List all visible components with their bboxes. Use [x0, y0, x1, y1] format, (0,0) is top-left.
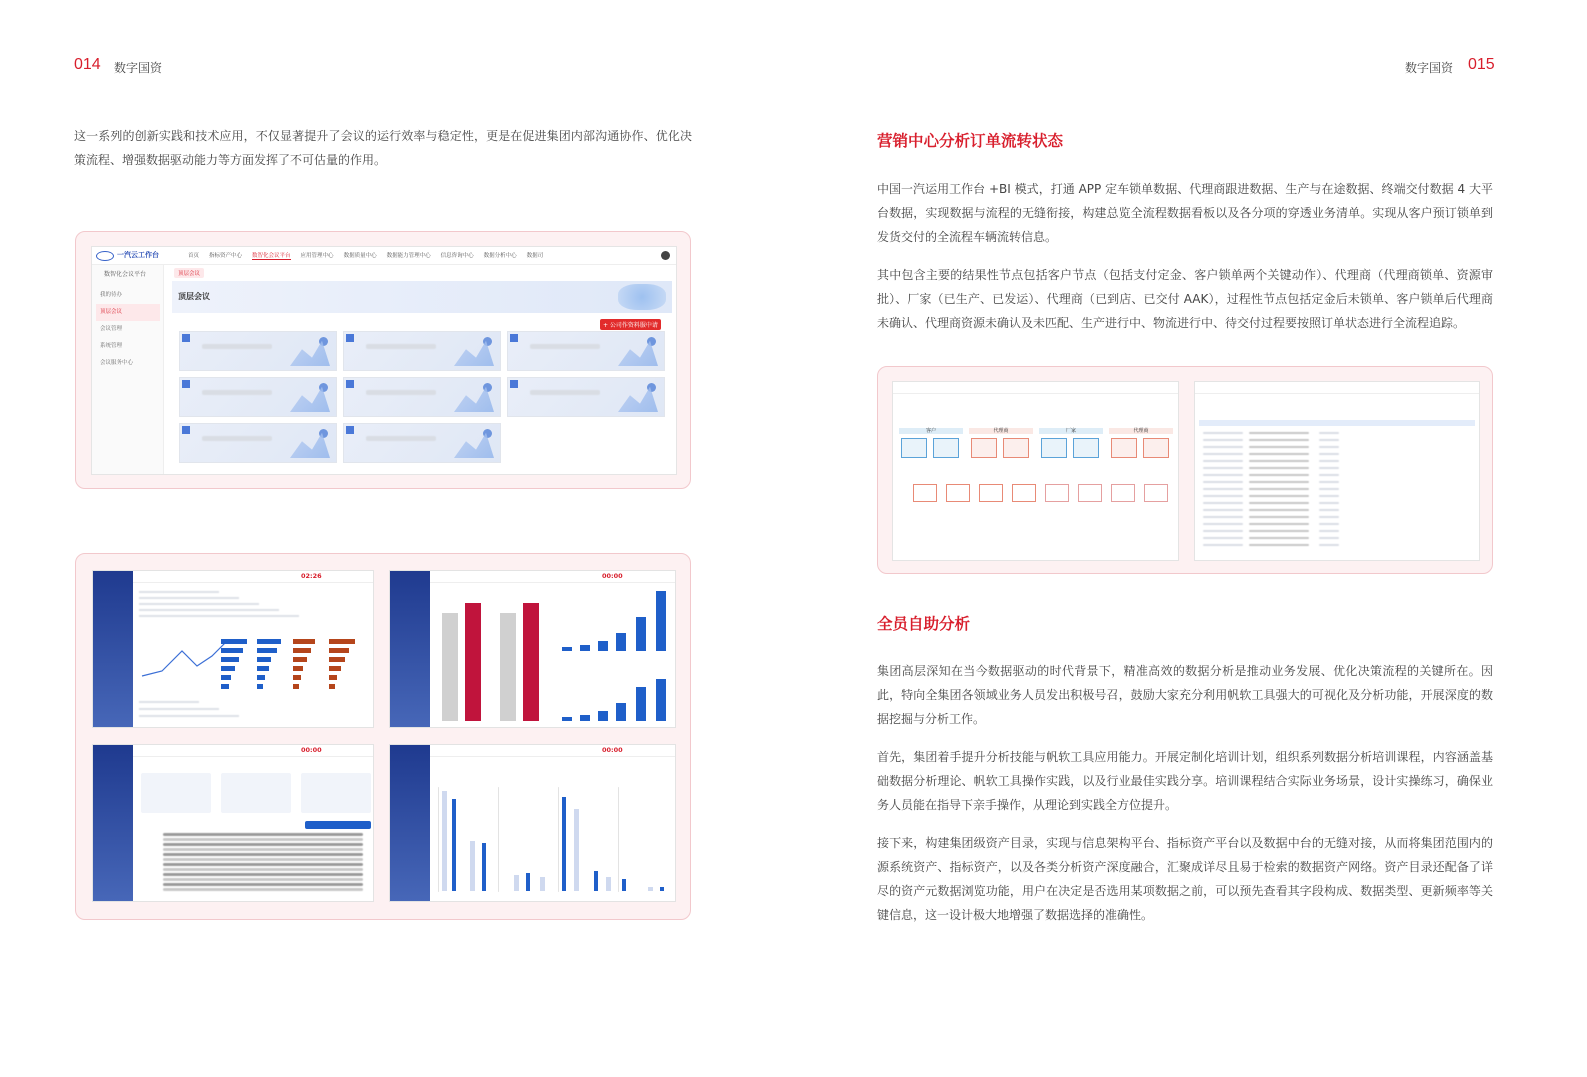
flow-sub-node[interactable] — [979, 484, 1003, 502]
text-placeholder — [139, 597, 239, 599]
tile-marker-icon — [182, 380, 190, 388]
bar — [622, 879, 626, 891]
flow-group-header: 客户 — [899, 428, 963, 434]
section1-heading: 营销中心分析订单流转状态 — [877, 132, 1064, 150]
table-cell — [1203, 502, 1243, 504]
flow-node[interactable] — [933, 438, 959, 458]
table-cell — [1249, 509, 1309, 511]
table-cell — [1203, 481, 1243, 483]
tile-title-placeholder — [366, 344, 436, 349]
bar — [257, 684, 263, 689]
dashboard-a — [92, 570, 374, 728]
bar — [660, 887, 664, 891]
bar — [648, 887, 653, 891]
left-running-title: 数字国资 — [114, 61, 163, 75]
table-cell — [1203, 530, 1243, 532]
table-cell — [1203, 446, 1243, 448]
tile-marker-icon — [346, 380, 354, 388]
table-row — [163, 853, 363, 856]
text-placeholder — [139, 603, 259, 605]
table-row — [163, 858, 363, 861]
user-avatar[interactable] — [661, 251, 670, 260]
meeting-tile[interactable] — [507, 331, 665, 371]
table-row — [163, 888, 363, 891]
tab-bar[interactable] — [305, 821, 371, 829]
table-cell — [1203, 467, 1243, 469]
tile-title-placeholder — [202, 344, 272, 349]
flow-node[interactable] — [1003, 438, 1029, 458]
table-cell — [1203, 537, 1243, 539]
dashboard-a-header — [133, 571, 373, 583]
table-cell — [1203, 432, 1243, 434]
section2-paragraph-1: 集团高层深知在当今数据驱动的时代背景下，精准高效的数据分析是推动业务发展、优化决策流程的关键所在。因此，特向全集团各领域业务人员发出积极号召，鼓励大家充分利用帆软工具强大的可视化及分析功能，开展深度的数据挖掘与分析工作。 — [877, 664, 1493, 726]
table-cell — [1249, 488, 1309, 490]
flow-sub-node[interactable] — [1078, 484, 1102, 502]
flow-node[interactable] — [1041, 438, 1067, 458]
dashboard-b — [389, 570, 676, 728]
table-cell — [1249, 544, 1309, 546]
apply-button[interactable]: + 公司作资料服中请 — [600, 319, 661, 330]
bar — [293, 684, 299, 689]
divider — [498, 787, 499, 892]
table-cell — [1319, 481, 1339, 483]
bar — [574, 809, 579, 891]
bar — [523, 603, 539, 721]
text-placeholder — [139, 591, 219, 593]
bar — [257, 666, 269, 671]
bar — [540, 877, 545, 891]
tile-title-placeholder — [202, 390, 272, 395]
bar — [329, 639, 355, 644]
mini-chart-card — [301, 773, 371, 813]
table-cell — [1203, 439, 1243, 441]
bar — [598, 641, 608, 651]
bar — [221, 666, 235, 671]
bar — [562, 717, 572, 721]
flow-node[interactable] — [971, 438, 997, 458]
table-cell — [1319, 537, 1339, 539]
meeting-platform-screenshot — [91, 246, 677, 475]
sidebar — [92, 265, 164, 474]
bar — [293, 666, 303, 671]
bar — [257, 648, 277, 653]
order-flow-screenshot-frame — [877, 366, 1493, 574]
dashboards-screenshot-frame — [75, 553, 691, 920]
tile-title-placeholder — [202, 436, 272, 441]
bar — [329, 675, 337, 680]
tile-title-placeholder — [530, 390, 600, 395]
text-placeholder — [139, 708, 219, 710]
table-cell — [1249, 495, 1309, 497]
divider — [618, 787, 619, 892]
table-header — [1195, 382, 1479, 394]
nav-item[interactable]: 数据能力管理中心 — [386, 253, 431, 259]
nav-menu — [188, 251, 543, 260]
meeting-tile[interactable] — [179, 331, 337, 371]
table-cell — [1319, 432, 1339, 434]
bar — [606, 877, 611, 891]
bar — [221, 648, 243, 653]
table-cell — [1319, 516, 1339, 518]
table-cell — [1319, 488, 1339, 490]
table-cell — [1319, 446, 1339, 448]
table-cell — [1249, 460, 1309, 462]
flow-node[interactable] — [901, 438, 927, 458]
table-cell — [1203, 495, 1243, 497]
table-cell — [1249, 439, 1309, 441]
table-cell — [1249, 516, 1309, 518]
bar — [656, 591, 666, 651]
section2-paragraph-3: 接下来，构建集团级资产目录，实现与信息架构平台、指标资产平台以及数据中台的无缝对接，从而将集团范围内的源系统资产、指标资产，以及各类分析资产深度融合，汇聚成详尽且易于检索的数据资产网络。资产目录还配备了详尽的资产元数据浏览功能，用户在决定是否选用某项数据之前，可以预先查看其字段构成、数据类型、更新频率等关键信息，这一设计极大地增强了数据选择的准确性。 — [877, 836, 1493, 922]
logo-icon — [96, 251, 114, 261]
order-flow-board — [892, 381, 1179, 561]
tile-marker-icon — [510, 334, 518, 342]
meeting-platform-screenshot-frame — [75, 231, 691, 489]
table-cell — [1249, 467, 1309, 469]
flow-node[interactable] — [1143, 438, 1169, 458]
bar — [329, 648, 349, 653]
table-cell — [1319, 439, 1339, 441]
table-cell — [1249, 502, 1309, 504]
table-row — [163, 883, 363, 886]
bar — [442, 613, 458, 721]
meeting-tile[interactable] — [343, 377, 501, 417]
flow-sub-node[interactable] — [913, 484, 937, 502]
table-cell — [1249, 481, 1309, 483]
bar — [452, 799, 456, 891]
table-row — [163, 848, 363, 851]
flow-group-header: 代理商 — [969, 428, 1033, 434]
bar — [293, 675, 301, 680]
tile-title-placeholder — [366, 390, 436, 395]
meeting-tile[interactable] — [343, 331, 501, 371]
table-cell — [1203, 488, 1243, 490]
nav-item[interactable]: 应用管理中心 — [300, 253, 334, 259]
tile-marker-icon — [182, 426, 190, 434]
divider — [558, 787, 559, 892]
nav-item[interactable]: 数据分析中心 — [483, 253, 517, 259]
bar — [329, 657, 345, 662]
bar — [470, 841, 475, 891]
dashboard-c-sidebar — [93, 745, 133, 901]
dashboard-d-header — [430, 745, 675, 757]
logo-text: 一汽云工作台 — [117, 251, 159, 259]
bar — [482, 843, 486, 891]
table-row — [163, 878, 363, 881]
nav-item[interactable]: 数据质量中心 — [343, 253, 377, 259]
sidebar-title: 数智化会议平台 — [104, 271, 147, 278]
dashboard-c-header — [133, 745, 373, 757]
bar — [221, 684, 229, 689]
meeting-tile[interactable] — [179, 423, 337, 463]
table-cell — [1319, 509, 1339, 511]
left-page-number: 014 — [74, 56, 101, 73]
table-cell — [1249, 453, 1309, 455]
table-cell — [1319, 460, 1339, 462]
nav-item[interactable]: 首页 — [188, 253, 200, 259]
table-row — [163, 873, 363, 876]
left-intro-paragraph: 这一系列的创新实践和技术应用，不仅显著提升了会议的运行效率与稳定性，更是在促进集团内部沟通协作、优化决策流程、增强数据驱动能力等方面发挥了不可估量的作用。 — [74, 129, 692, 167]
nav-item[interactable]: 指标资产中心 — [209, 253, 243, 259]
meeting-tile[interactable] — [343, 423, 501, 463]
bar — [329, 684, 335, 689]
bar — [656, 679, 666, 721]
table-cell — [1203, 460, 1243, 462]
flow-group-header: 代理商 — [1109, 428, 1173, 434]
line-series — [142, 641, 227, 676]
tile-marker-icon — [346, 426, 354, 434]
table-cell — [1203, 523, 1243, 525]
mini-chart-card — [221, 773, 291, 813]
bar — [562, 647, 572, 651]
bar — [594, 871, 598, 891]
dashboard-b-time: 00:00 — [602, 572, 623, 580]
flow-node[interactable] — [1073, 438, 1099, 458]
flow-sub-node[interactable] — [1144, 484, 1168, 502]
bar — [257, 657, 271, 662]
text-placeholder — [139, 715, 239, 717]
flow-sub-node[interactable] — [1111, 484, 1135, 502]
flow-node[interactable] — [1111, 438, 1137, 458]
sidebar-item[interactable]: 会议管理 — [100, 326, 123, 332]
nav-item[interactable]: 数据司 — [526, 253, 544, 259]
bar — [221, 657, 239, 662]
flow-group-header: 厂家 — [1039, 428, 1103, 434]
sidebar-menu — [96, 287, 160, 372]
tile-title-placeholder — [530, 344, 600, 349]
table-column-headers — [1199, 420, 1475, 426]
table-cell — [1249, 537, 1309, 539]
tile-marker-icon — [510, 380, 518, 388]
bar — [329, 666, 341, 671]
top-nav-bar — [92, 247, 676, 265]
table-cell — [1203, 509, 1243, 511]
table-cell — [1249, 530, 1309, 532]
table-row — [163, 838, 363, 841]
board-header — [893, 382, 1178, 394]
table-cell — [1319, 544, 1339, 546]
table-cell — [1319, 523, 1339, 525]
bar — [616, 703, 626, 721]
table-cell — [1319, 453, 1339, 455]
bar — [442, 791, 447, 891]
dashboard-b-sidebar — [390, 571, 430, 727]
text-placeholder — [139, 609, 279, 611]
dashboard-d-sidebar — [390, 745, 430, 901]
bar — [221, 639, 247, 644]
sidebar-item[interactable]: 系统管理 — [100, 343, 123, 349]
dashboard-c — [92, 744, 374, 902]
banner — [172, 281, 672, 313]
bar — [580, 715, 590, 721]
bar — [257, 639, 281, 644]
tile-title-placeholder — [366, 436, 436, 441]
flow-sub-node[interactable] — [1012, 484, 1036, 502]
section1-paragraph-2: 其中包含主要的结果性节点包括客户节点（包括支付定金、客户锁单两个关键动作）、代理商（代理商锁单、资源审批）、厂家（已生产、已发运）、代理商（已到店、已交付 AAK），过程性节点包括定金后未锁单、客户锁单后代理商未确认、代理商资源未确认及未匹配、生产进行中、物流进行中、待交付过程要按照订单状态进行全流程追踪。 — [877, 268, 1493, 330]
tile-marker-icon — [346, 334, 354, 342]
bar — [257, 675, 265, 680]
bar — [526, 873, 530, 891]
meeting-tile[interactable] — [507, 377, 665, 417]
nav-item[interactable]: 数智化会议平台 — [252, 253, 291, 259]
table-cell — [1319, 474, 1339, 476]
table-row — [163, 833, 363, 836]
table-cell — [1249, 523, 1309, 525]
table-cell — [1249, 446, 1309, 448]
divider — [438, 787, 439, 892]
bar — [293, 648, 311, 653]
banner-illustration — [618, 284, 666, 310]
table-cell — [1203, 544, 1243, 546]
bar — [465, 603, 481, 721]
bar — [293, 657, 307, 662]
bar — [562, 797, 566, 891]
table-cell — [1203, 474, 1243, 476]
table-cell — [1319, 467, 1339, 469]
sidebar-item[interactable]: 我的待办 — [100, 292, 123, 298]
bar — [636, 617, 646, 651]
bar — [293, 639, 315, 644]
tab-top-meeting[interactable]: 顶层会议 — [174, 268, 204, 278]
table-cell — [1203, 453, 1243, 455]
bar — [616, 633, 626, 651]
mini-chart-card — [141, 773, 211, 813]
bar — [636, 687, 646, 721]
table-cell — [1249, 432, 1309, 434]
table-row — [163, 868, 363, 871]
order-detail-table — [1194, 381, 1480, 561]
table-cell — [1203, 516, 1243, 518]
dashboard-c-time: 00:00 — [301, 746, 322, 754]
section2-paragraph-2: 首先，集团着手提升分析技能与帆软工具应用能力。开展定制化培训计划，组织系列数据分析培训课程，内容涵盖基础数据分析理论、帆软工具操作实践，以及行业最佳实践分享。培训课程结合实际业务场景，设计实操练习，确保业务人员能在指导下亲手操作，从理论到实践全方位提升。 — [877, 750, 1493, 812]
sidebar-item[interactable]: 会议服务中心 — [100, 360, 134, 366]
banner-title: 顶层会议 — [178, 292, 210, 301]
bar — [500, 613, 516, 721]
text-placeholder — [139, 615, 299, 617]
table-cell — [1319, 530, 1339, 532]
dashboard-a-sidebar — [93, 571, 133, 727]
text-placeholder — [139, 701, 199, 703]
meeting-tile[interactable] — [179, 377, 337, 417]
table-cell — [1249, 474, 1309, 476]
bar — [598, 711, 608, 721]
sidebar-item[interactable]: 顶层会议 — [96, 304, 160, 321]
right-running-title: 数字国资 — [1405, 61, 1454, 75]
flow-sub-node[interactable] — [946, 484, 970, 502]
bar — [221, 675, 231, 680]
table-row — [163, 863, 363, 866]
dashboard-d — [389, 744, 676, 902]
tile-marker-icon — [182, 334, 190, 342]
dashboard-a-time: 02:26 — [301, 572, 322, 580]
bar — [580, 645, 590, 651]
nav-item[interactable]: 信息咨询中心 — [440, 253, 474, 259]
table-cell — [1319, 502, 1339, 504]
dashboard-b-header — [430, 571, 675, 583]
bar — [514, 875, 519, 891]
flow-sub-node[interactable] — [1045, 484, 1069, 502]
section2-heading: 全员自助分析 — [877, 615, 971, 633]
table-row — [163, 843, 363, 846]
table-cell — [1319, 495, 1339, 497]
right-page-number: 015 — [1468, 56, 1495, 73]
dashboard-d-time: 00:00 — [602, 746, 623, 754]
section1-paragraph-1: 中国一汽运用工作台 +BI 模式，打通 APP 定车锁单数据、代理商跟进数据、生产与在途数据、终端交付数据 4 大平台数据，实现数据与流程的无缝衔接，构建总览全流程数据看板以及各分项的穿透业务清单。实现从客户预订锁单到发货交付的全流程车辆流转信息。 — [877, 182, 1493, 244]
